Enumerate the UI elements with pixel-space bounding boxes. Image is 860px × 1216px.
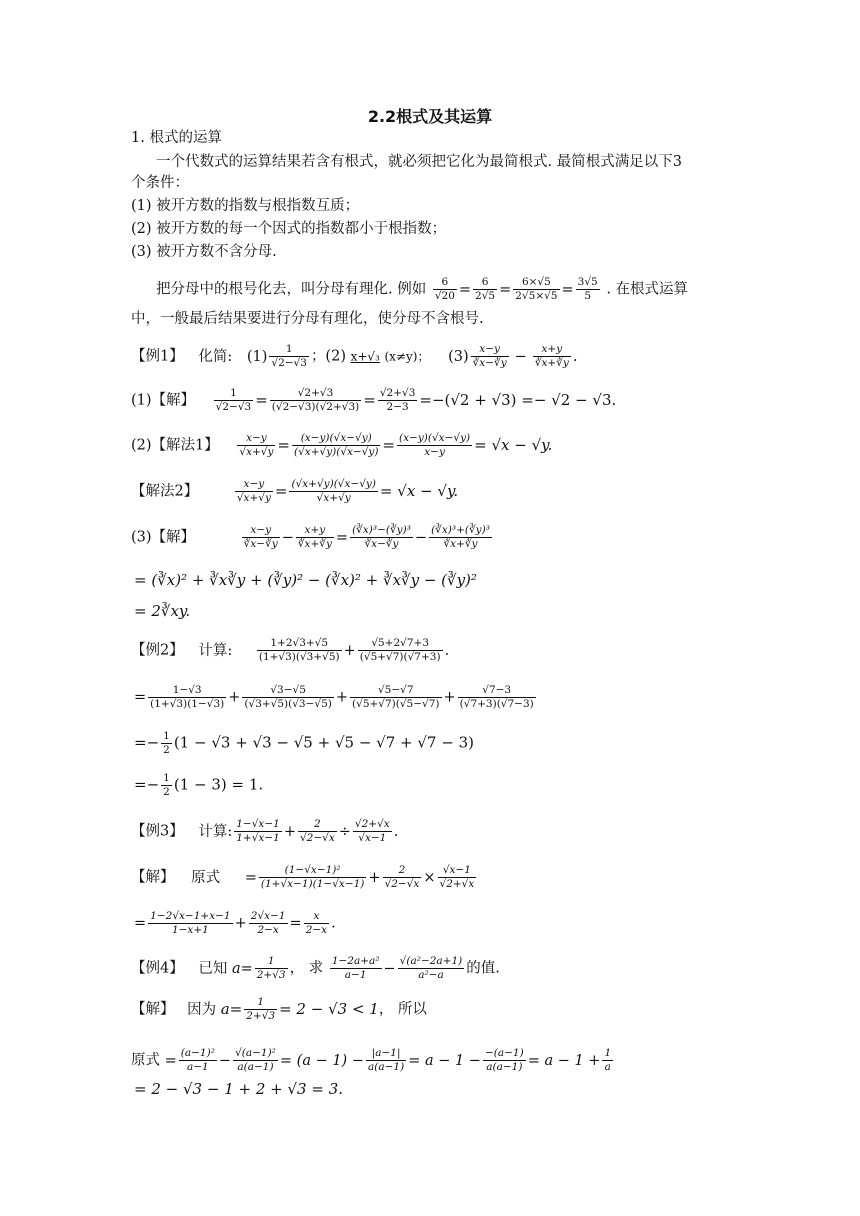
example-1-label: 【例1】: [131, 348, 184, 365]
ex1-sol3-label: (3)【解】: [131, 529, 196, 546]
intro-line-1: 一个代数式的运算结果若含有根式，就必须把它化为最简根式. 最简根式满足以下3: [156, 154, 682, 170]
example-2-lead: 计算:: [198, 642, 233, 659]
section-heading: 1. 根式的运算: [131, 130, 222, 146]
ex1-part2-label: ；(2): [310, 348, 346, 365]
ex4-sol-lead: 因为: [187, 1001, 217, 1018]
ex1-solution-2a: (2)【解法1】 $\frac{x-y}{√x+√y}$ = $\frac{(x-y)(√x-√y)}{(√x+√y)(√x-√y)}$ = $\frac{(x-y)(√x-√y)}{x-y}$ = √x − √y.: [131, 432, 553, 458]
example-4-mid: ， 求: [289, 960, 324, 977]
ex1-solution-2b: 【解法2】 $\frac{x-y}{√x+√y}$ = $\frac{(√x+√y)(√x-√y)}{√x+√y}$ = √x − √y.: [131, 478, 459, 504]
ex2-step1: = $\frac{1-√3}{(1+√3)(1-√3)}$ + $\frac{√3-√5}{(√3+√5)(√3-√5)}$ + $\frac{√5-√7}{(√5+√7)(√5-√7)}$ + $\frac{√7-3}{(√7+3)(√7-3)}$: [134, 684, 534, 710]
example-1-statement: 【例1】 化简: (1) $\frac{1}{√2-√3}$ ；(2) x+√₃ (x≠y)； (3) $\frac{x-y}{∛x-∛y}$ − $\frac{x+y}{∛x+∛y}$ .: [131, 343, 578, 369]
rationalize-example: $\frac{6}{√20}$ = $\frac{6}{2√5}$ = $\frac{6\times√5}{2√5\times√5}$ = $\frac{3√5}{5}$: [434, 276, 598, 302]
example-4-lead: 已知: [198, 960, 228, 977]
example-4-statement: 【例4】 已知 a= $\frac{1}{2+√3}$ ， 求 $\frac{\text{1−2a+a²}}{a-1}$ − $\frac{\text{√(a²−2a+1)}}{\text{a²−a}}$ 的值.: [131, 955, 500, 981]
ex3-sol-lead: 原式: [191, 869, 221, 886]
ex1-sol1-label: (1)【解】: [131, 392, 196, 409]
ex1-sol3-step2: = (∛x)² + ∛x∛y + (∛y)² − (∛x)² + ∛x∛y − (∛y)²: [134, 571, 477, 589]
intro-line-2: 个条件：: [131, 175, 189, 191]
ex1-part2-text: x+√₃: [350, 349, 380, 364]
ex2-step2: =− $\frac{1}{2}$ (1 − √3 + √3 − √5 + √5 − √7 + √7 − 3): [134, 730, 474, 756]
ex1-sol2b-label: 【解法2】: [131, 483, 199, 500]
ex1-part2-cond: (x≠y)；: [384, 349, 430, 364]
rationalize-line-2: 中，一般最后结果要进行分母有理化，使分母不含根号.: [131, 311, 484, 327]
condition-2: (2) 被开方数的每一个因式的指数都小于根指数；: [131, 221, 447, 237]
ex1-part1-label: (1): [246, 348, 268, 365]
ex4-result-lead: 原式: [131, 1052, 160, 1069]
example-1-lead: 化简:: [198, 348, 233, 365]
example-2-label: 【例2】: [131, 642, 184, 659]
ex1-sol2-label: (2)【解法1】: [131, 437, 219, 454]
ex3-step2: = $\frac{1-2√x-1+x-1}{1-x+1}$ + $\frac{2√x-1}{2-x}$ = $\frac{x}{2-x}$ .: [134, 910, 336, 936]
page-title: 2.2根式及其运算: [367, 107, 493, 126]
ex1-solution-1: (1)【解】 $\frac{1}{√2-√3}$ = $\frac{√2+√3}{(√2-√3)(√2+√3)}$ = $\frac{√2+√3}{2-3}$ =−(√2 + √3) =− √2 − √3.: [131, 387, 617, 413]
condition-1: (1) 被开方数的指数与根指数互质；: [131, 198, 360, 214]
ex1-sol3-step3: = 2∛xy.: [134, 602, 191, 620]
example-3-lead: 计算:: [198, 823, 233, 840]
example-2-statement: 【例2】 计算: $\frac{1+2√3+√5}{(1+√3)(√3+√5)}$ + $\frac{√5+2√7+3}{(√5+√7)(√7+3)}$ .: [131, 637, 450, 663]
ex4-final: = 2 − √3 − 1 + 2 + √3 = 3.: [134, 1080, 344, 1098]
example-3-label: 【例3】: [131, 823, 184, 840]
rationalize-text-b: . 在根式运算: [606, 281, 689, 298]
ex4-solution: 【解】 因为 a= $\frac{1}{2+√3}$ = 2 − √3 < 1， 所以: [131, 996, 427, 1022]
ex4-sol-label: 【解】: [131, 1001, 175, 1018]
condition-3: (3) 被开方数不含分母.: [131, 244, 277, 260]
rationalize-line-1: [156, 276, 688, 303]
ex4-sol-tail: ， 所以: [378, 1001, 427, 1018]
ex3-sol-label: 【解】: [131, 869, 175, 886]
ex1-solution-3: (3)【解】 $\frac{x-y}{∛x-∛y}$ − $\frac{x+y}{∛x+∛y}$ = $\frac{\text{(∛x)³−(∛y)³}}{∛x-∛y}$ − $\frac{\text{(∛x)³+(∛y)³}}{∛x+∛y}$: [131, 524, 490, 550]
rationalize-text-a: 把分母中的根号化去，叫分母有理化. 例如: [156, 281, 427, 298]
ex1-part3-label: (3): [448, 348, 469, 365]
example-4-label: 【例4】: [131, 960, 184, 977]
example-3-statement: 【例3】 计算: $\frac{1-√x-1}{1+√x-1}$ + $\frac{2}{√2-√x}$ ÷ $\frac{√2+√x}{√x-1}$ .: [131, 818, 399, 844]
ex4-result: 原式 = $\frac{\text{(a−1)²}}{a-1}$ − $\frac{\text{√(a−1)²}}{a(a-1)}$ = (a − 1) − $\frac{|a-1|}{a(a-1)}$ = a − 1 − $\frac{-(a-1)}{a(a-1)}$ = a − 1 + $\frac{1}{a}$: [131, 1047, 612, 1073]
example-4-tail: 的值.: [466, 960, 500, 977]
ex3-solution: 【解】 原式 = $\frac{\text{(1−√x−1)²}}{(1+√x-1)(1-√x-1)}$ + $\frac{2}{√2-√x}$ × $\frac{√x-1}{√2+√x}$: [131, 864, 475, 890]
ex2-step3: =− $\frac{1}{2}$ (1 − 3) = 1.: [134, 772, 264, 798]
